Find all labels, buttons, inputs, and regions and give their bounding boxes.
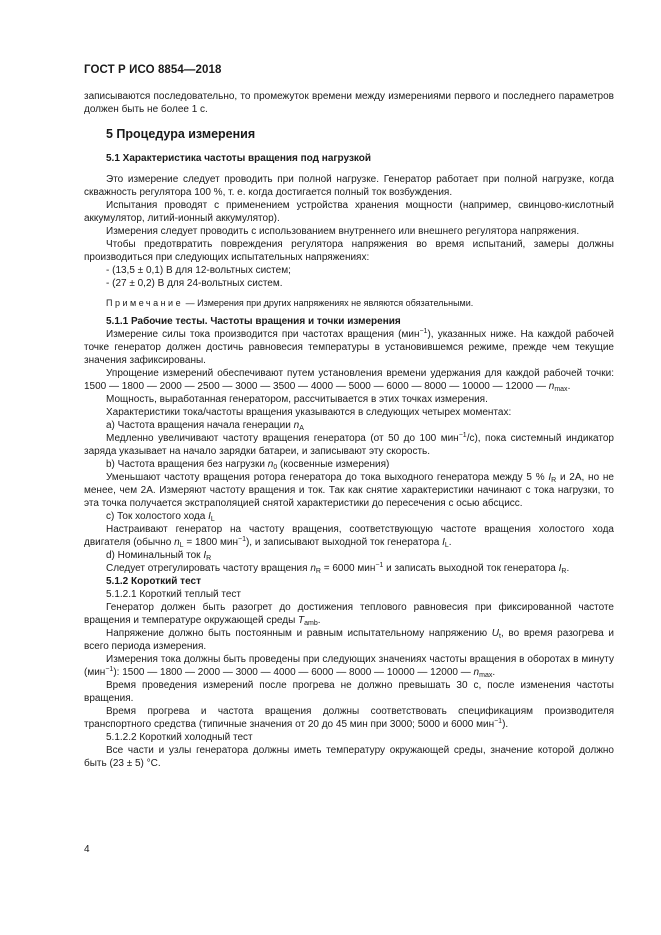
paragraph: Генератор должен быть разогрет до достижения теплового равновесия при фиксированной частоте вращения и температуре окружающей среды $T_{amb}$. [84, 602, 614, 627]
paragraph: Медленно увеличивают частоту вращения генератора (от 50 до 100 мин$^{-1}$/с), пока системный индикатор заряда указывает на начало зарядки батареи, и записывают эту скорость. [84, 432, 614, 457]
page-number: 4 [84, 844, 90, 855]
paragraph: Характеристики тока/частоты вращения указываются в следующих четырех моментах: [106, 407, 512, 418]
list-item-d: d) Номинальный ток $I_R$ [106, 550, 212, 562]
note [106, 297, 614, 310]
paragraph: Время проведения измерений после прогрева не должно превышать 30 с, после изменения частоты вращения. [84, 680, 614, 704]
section-heading-5-1: 5.1 Характеристика частоты вращения под нагрузкой [106, 153, 372, 164]
paragraph: Чтобы предотвратить повреждения регулятора напряжения во время испытаний, замеры должны производиться при следующих испытательных напряжениях: [84, 239, 614, 263]
paragraph: Все части и узлы генератора должны иметь температуру окружающей среды, значение которой должно быть (23 ± 5) °C. [84, 745, 614, 769]
paragraph: Измерения тока должны быть проведены при следующих значениях частоты вращения в оборотах в минуту (мин$^{-1}$): 1500 — 1800 — 2000 — 3000 — 4000 — 6000 — 8000 — 10000 — 12000 — $n_{max}$. [84, 654, 614, 679]
paragraph: Время прогрева и частота вращения должны соответствовать спецификациям производителя транспортного средства (типичные значения от 20 до 45 мин при 3000; 5000 и 6000 мин$^{-1}$). [84, 706, 614, 730]
list-item: - (13,5 ± 0,1) В для 12-вольтных систем; [106, 265, 291, 276]
paragraph: Испытания проводят с применением устройства хранения мощности (например, свинцово-кислотный аккумулятор, литий-ионный аккумулятор). [84, 200, 614, 224]
paragraph: Измерения следует проводить с использованием внутреннего или внешнего регулятора напряжения. [106, 226, 580, 237]
paragraph: Следует отрегулировать частоту вращения $n_R = 6000$ мин$^{-1}$ и записать выходной ток генератора $I_R$. [106, 562, 570, 575]
list-item: - (27 ± 0,2) В для 24-вольтных систем. [106, 278, 283, 289]
paragraph: Уменьшают частоту вращения ротора генератора до тока выходного генератора между 5 % $I_R$ и 2А, но не менее, чем 2А. Измеряют частоту вращения и ток. Так как снятие характеристики начинают с тока нагрузки, то эта точка получается экстраполяцией снятой характеристики до пересечения с осью абсцисс. [84, 472, 614, 509]
section-heading-5: 5 Процедура измерения [106, 127, 256, 141]
paragraph: Мощность, выработанная генератором, рассчитывается в этих точках измерения. [106, 394, 488, 405]
section-heading-5-1-1: 5.1.1 Рабочие тесты. Частоты вращения и точки измерения [106, 316, 401, 327]
list-item-b: b) Частота вращения без нагрузки $n_0$ (косвенные измерения) [106, 459, 390, 471]
note-text: — Измерения при других напряжениях не являются обязательными. [183, 298, 474, 308]
paragraph: Настраивают генератор на частоту вращения, соответствующую частоте вращения холостого хода двигателя (обычно $n_L = 1800$ мин$^{-1}$), и записывают выходной ток генератора $I_L$. [84, 524, 614, 549]
list-item-a: а) Частота вращения начала генерации $n_A$ [106, 420, 304, 432]
page-body [84, 90, 614, 770]
paragraph: Напряжение должно быть постоянным и равным испытательному напряжению $U_t$, во время разогрева и всего периода измерения. [84, 628, 614, 652]
running-header: ГОСТ Р ИСО 8854—2018 [84, 64, 222, 76]
list-item-c: c) Ток холостого хода $I_L$ [106, 511, 215, 523]
subsection-heading-5-1-2-2: 5.1.2.2 Короткий холодный тест [106, 732, 253, 743]
section-heading-5-1-2: 5.1.2 Короткий тест [106, 576, 201, 587]
paragraph: Упрощение измерений обеспечивают путем установления времени удержания для каждой рабочей точки: 1500 — 1800 — 2000 — 2500 — 3000 — 3500 — 4000 — 5000 — 6000 — 8000 — 10000 — 12000 — $n_{max}$. [84, 368, 614, 393]
paragraph: записываются последовательно, то промежуток времени между измерениями первого и последнего параметров должен быть не более 1 с. [84, 91, 614, 115]
subsection-heading-5-1-2-1: 5.1.2.1 Короткий теплый тест [106, 589, 241, 600]
paragraph: Это измерение следует проводить при полной нагрузке. Генератор работает при полной нагрузке, когда скважность регулятора 100 %, т. е. когда достигается полный ток возбуждения. [84, 174, 614, 198]
paragraph: Измерение силы тока производится при частотах вращения (мин$^{-1}$), указанных ниже. На каждой рабочей точке генератор должен достичь равновесия температуры в установившемся режиме, прежде чем текущие значения зафиксированы. [84, 328, 614, 366]
note-label: Примечание [106, 298, 184, 308]
